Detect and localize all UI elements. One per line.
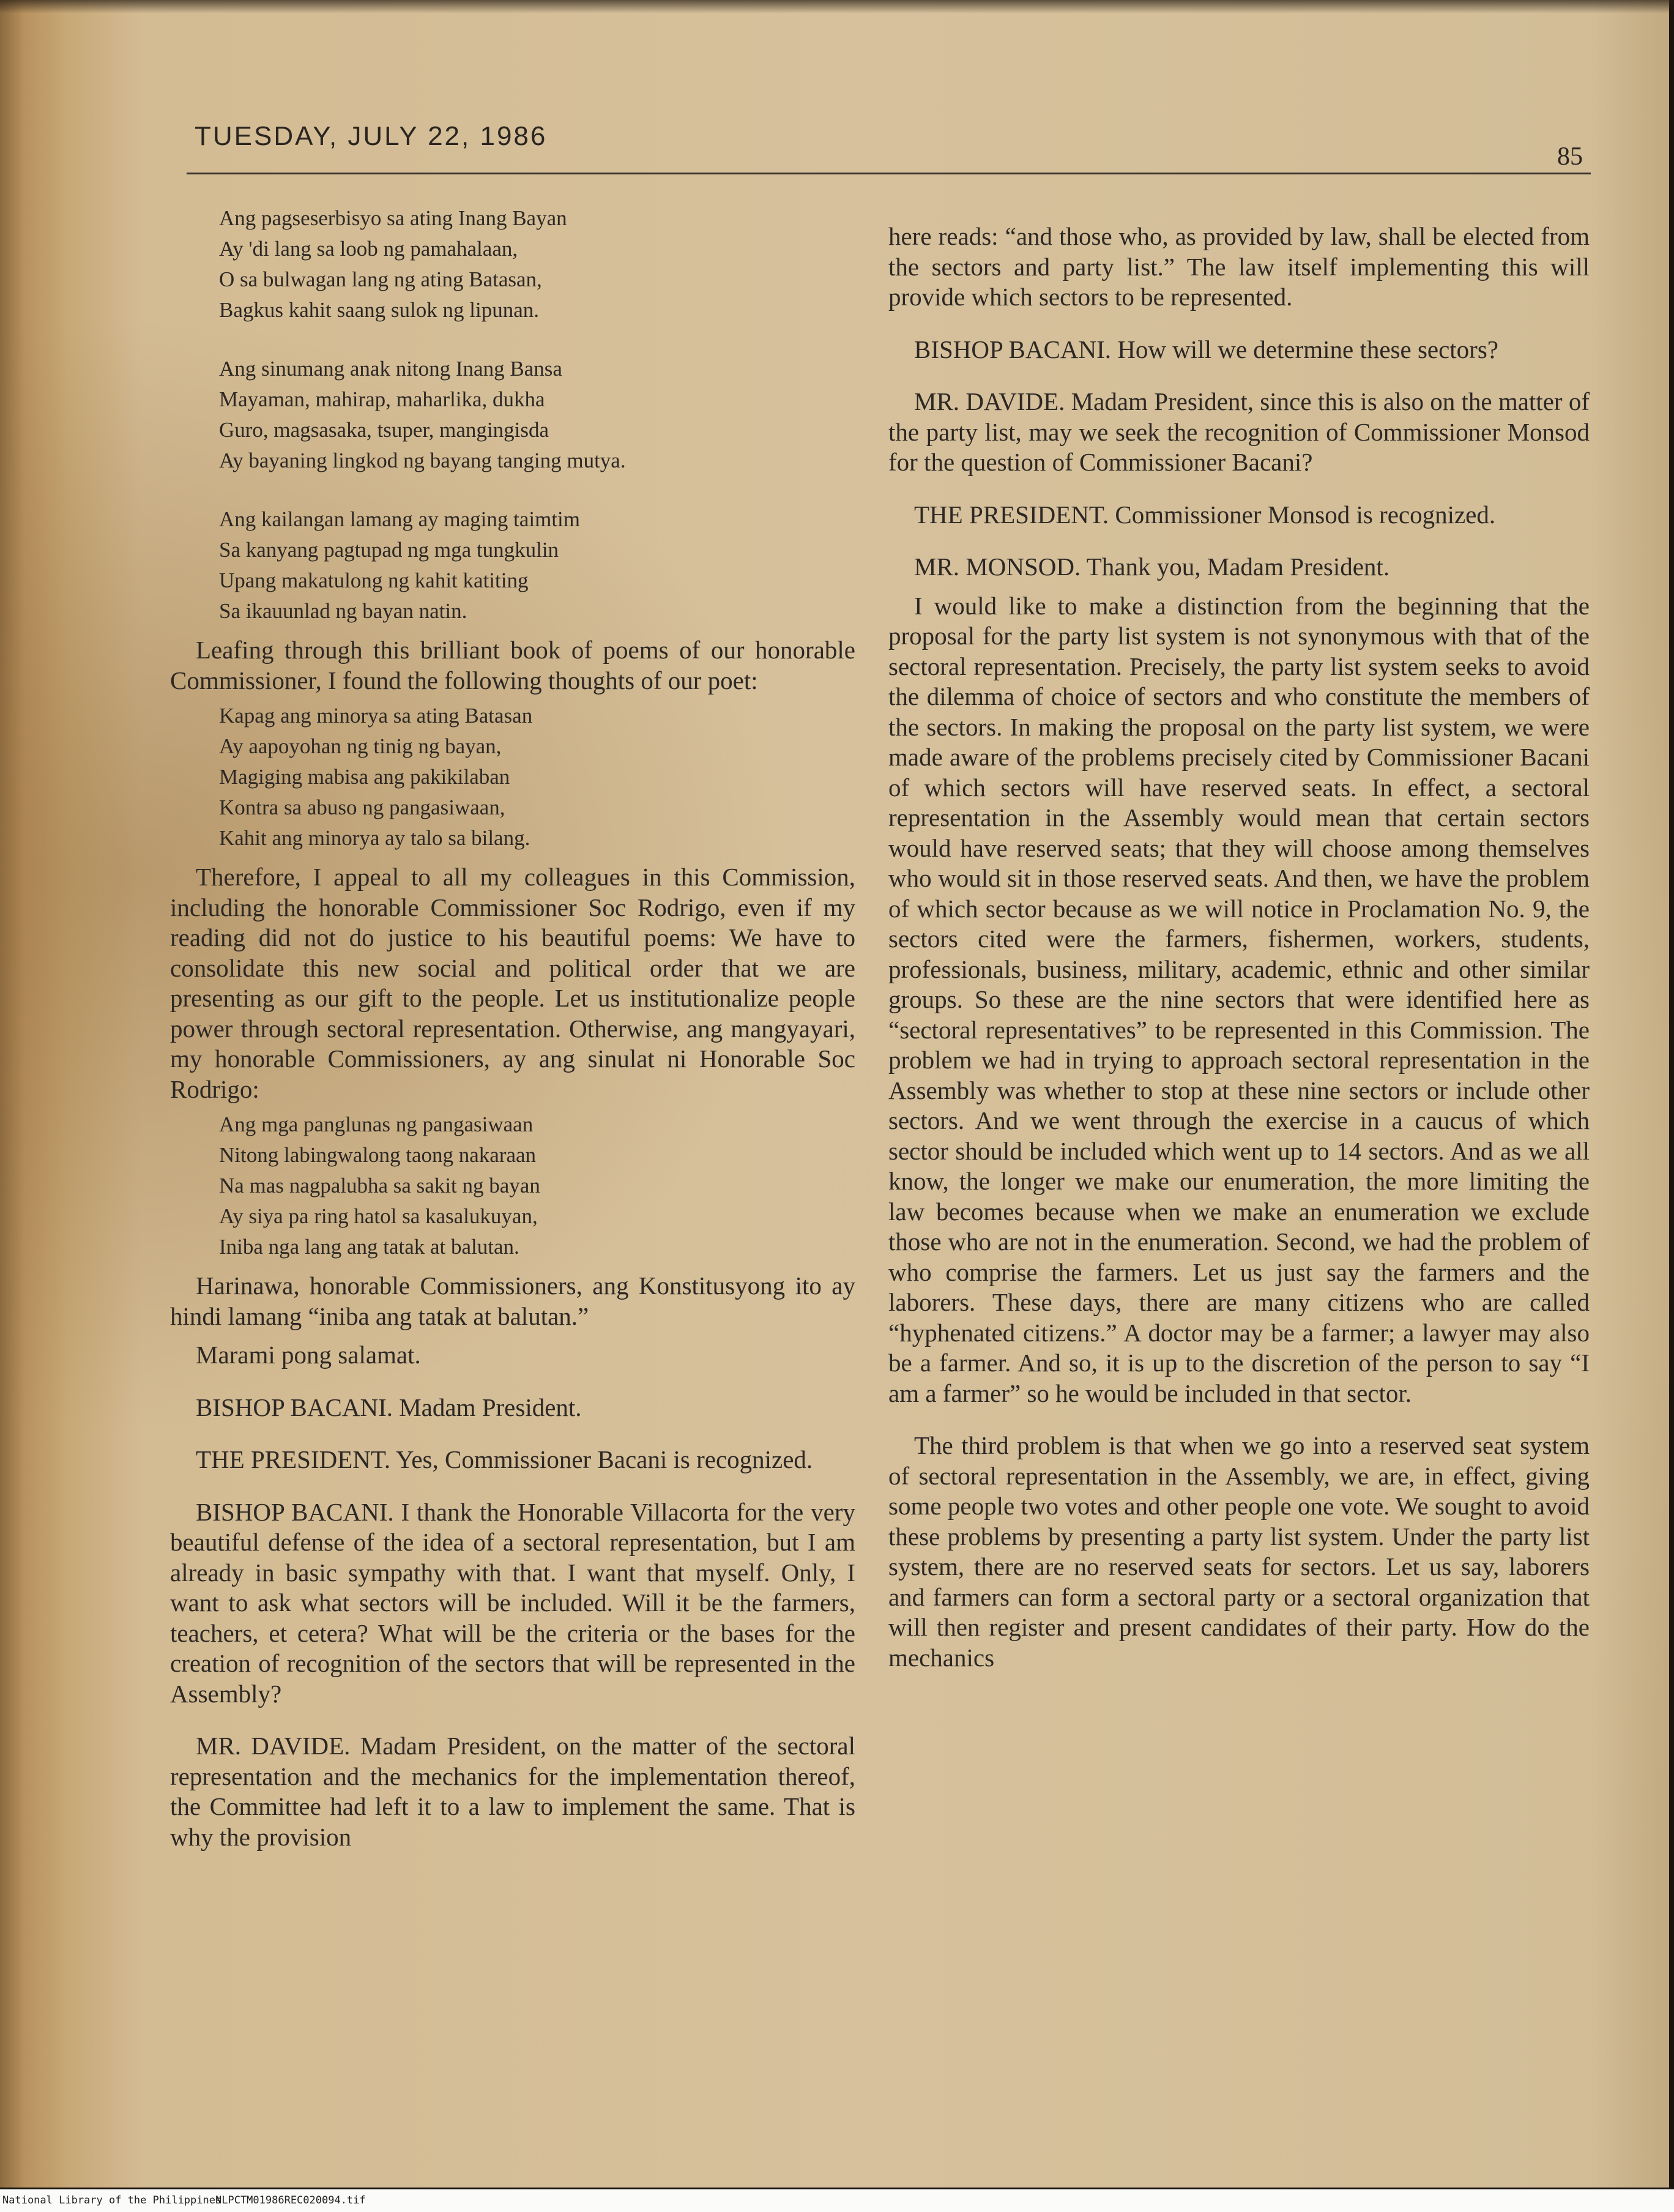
speaker-paragraph: BISHOP BACANI. How will we determine these sectors? [914,335,1498,363]
poem-line: Nitong labingwalong taong nakaraan [219,1143,537,1167]
poem-line: Ang mga panglunas ng pangasiwaan [219,1112,534,1136]
poem-line: Ang pagseserbisyo sa ating Inang Bayan [219,206,567,230]
poem-line: Ay 'di lang sa loob ng pamahalaan, [219,237,518,261]
right-column [888,222,1590,1673]
paragraph: Marami pong salamat. [196,1341,421,1369]
poem-stanza [219,504,855,627]
speaker-paragraph: MR. DAVIDE. Madam President, on the matter of the sectoral representation and the mechanics for the implementation thereof, the Committee had left it to a law to implement the same. That is why the provision [170,1732,855,1851]
poem-line: Upang makatulong ng kahit katiting [219,568,529,592]
poem-line: Mayaman, mahirap, maharlika, dukha [219,387,545,411]
poem-stanza [219,701,855,854]
speaker-paragraph: MR. MONSOD. Thank you, Madam President. [914,553,1390,581]
footer-filename: NLPCTM01986REC020094.tif [215,2194,366,2206]
paragraph: I would like to make a distinction from the beginning that the proposal for the party list system is not synonymous with that of the sectoral representation. Precisely, the party list system seeks to avoid the dilemma of choice of sectors and who constitute the members of the sectors. In making the proposal on the party list system, we were made aware of the problems precisely cited by Commissioner Bacani of which sectors will have reserved seats. In effect, a sectoral representation in the Assembly would mean that certain sectors would have reserved seats; that they will choose among themselves who would sit in those reserved seats. And then, we have the problem of which sector because as we will notice in Proclamation No. 9, the sectors cited were the farmers, fishermen, workers, students, professionals, business, military, academic, ethnic and other similar groups. So these are the nine sectors that were identified here as “sectoral representatives” to be represented in this Commission. The problem we had in trying to approach sectoral representation in the Assembly was whether to stop at these nine sectors or include other sectors. And we went through the exercise in a caucus of which sector should be included which went up to 14 sectors. And as we all know, the longer we make our enumeration, the more limiting the law becomes because when we make an enumeration we exclude those who are not in the enumeration. Second, we had the problem of who comprise the farmers. Let us just say the farmers and the laborers. These days, there are many citizens who are called “hyphenated citizens.” A doctor may be a farmer; a lawyer may also be a farmer. And so, it is up to the discretion of the person to say “I am a farmer” so he would be included in that sector. [888,591,1590,1407]
left-column [170,203,855,1852]
speaker-paragraph: THE PRESIDENT. Yes, Commissioner Bacani is recognized. [196,1445,813,1473]
poem-line: Ay bayaning lingkod ng bayang tanging mutya. [219,449,626,472]
paragraph: Therefore, I appeal to all my colleagues in this Commission, including the honorable Commissioner Soc Rodrigo, even if my reading did not do justice to his beautiful poems: We have to consolidate this new social and political order that we are presenting as our gift to the people. Let us institutionalize people power through sectoral representation. Otherwise, ang mangyayari, my honorable Commissioners, ay ang sinulat ni Honorable Soc Rodrigo: [170,863,855,1103]
poem-line: Sa ikauunlad ng bayan natin. [219,599,467,623]
poem-stanza [219,1109,855,1262]
poem-line: Kapag ang minorya sa ating Batasan [219,704,533,728]
poem-line: Guro, magsasaka, tsuper, mangingisda [219,418,549,442]
scan-footer [0,2189,1674,2212]
paragraph: here reads: “and those who, as provided by law, shall be elected from the sectors and party list.” The law itself implementing this will provide which sectors to be represented. [888,222,1590,311]
poem-line: Iniba nga lang ang tatak at balutan. [219,1235,519,1259]
speaker-paragraph: BISHOP BACANI. Madam President. [196,1393,582,1421]
page-header-date: TUESDAY, JULY 22, 1986 [195,121,548,151]
poem-line: Ay siya pa ring hatol sa kasalukuyan, [219,1204,538,1228]
poem-line: O sa bulwagan lang ng ating Batasan, [219,267,542,291]
speaker-paragraph: BISHOP BACANI. I thank the Honorable Villacorta for the very beautiful defense of the idea of a sectoral representation, but I am already in basic sympathy with that. I want that myself. Only, I want to ask what sectors will be included. Will it be the farmers, teachers, et cetera? What will be the criteria or the bases for the creation of recognition of the sectors that will be represented in the Assembly? [170,1497,855,1708]
paragraph: Harinawa, honorable Commissioners, ang Konstitusyong ito ay hindi lamang “iniba ang tatak at balutan.” [170,1272,855,1330]
paragraph: Leafing through this brilliant book of poems of our honorable Commissioner, I found the following thoughts of our poet: [170,636,855,695]
poem-line: Kahit ang minorya ay talo sa bilang. [219,826,530,850]
poem-line: Ang kailangan lamang ay maging taimtim [219,507,580,531]
poem-line: Sa kanyang pagtupad ng mga tungkulin [219,538,559,562]
poem-line: Kontra sa abuso ng pangasiwaan, [219,795,505,819]
poem-line: Ang sinumang anak nitong Inang Bansa [219,357,562,381]
poem-line: Na mas nagpalubha sa sakit ng bayan [219,1174,540,1197]
poem-line: Ay aapoyohan ng tinig ng bayan, [219,734,502,758]
paragraph: The third problem is that when we go into a reserved seat system of sectoral representation in the Assembly, we are, in effect, giving some people two votes and other people one vote. We sought to avoid these problems by presenting a party list system. Under the party list system, there are no reserved seats for sectors. Let us say, laborers and farmers can form a sectoral party or a sectoral organization that will then register and present candidates of their party. How do the mechanics [888,1431,1590,1672]
header-rule [187,173,1591,174]
page-number: 85 [1557,143,1583,171]
speaker-paragraph: MR. DAVIDE. Madam President, since this is also on the matter of the party list, may we seek the recognition of Commissioner Monsod for the question of Commissioner Bacani? [888,387,1590,476]
footer-library: National Library of the Philippines [2,2194,222,2206]
speaker-paragraph: THE PRESIDENT. Commissioner Monsod is recognized. [914,500,1496,529]
poem-line: Bagkus kahit saang sulok ng lipunan. [219,298,540,322]
poem-stanza [219,354,855,476]
page-edge [1669,0,1674,2188]
poem-line: Magiging mabisa ang pakikilaban [219,765,510,789]
poem-stanza [219,203,855,326]
